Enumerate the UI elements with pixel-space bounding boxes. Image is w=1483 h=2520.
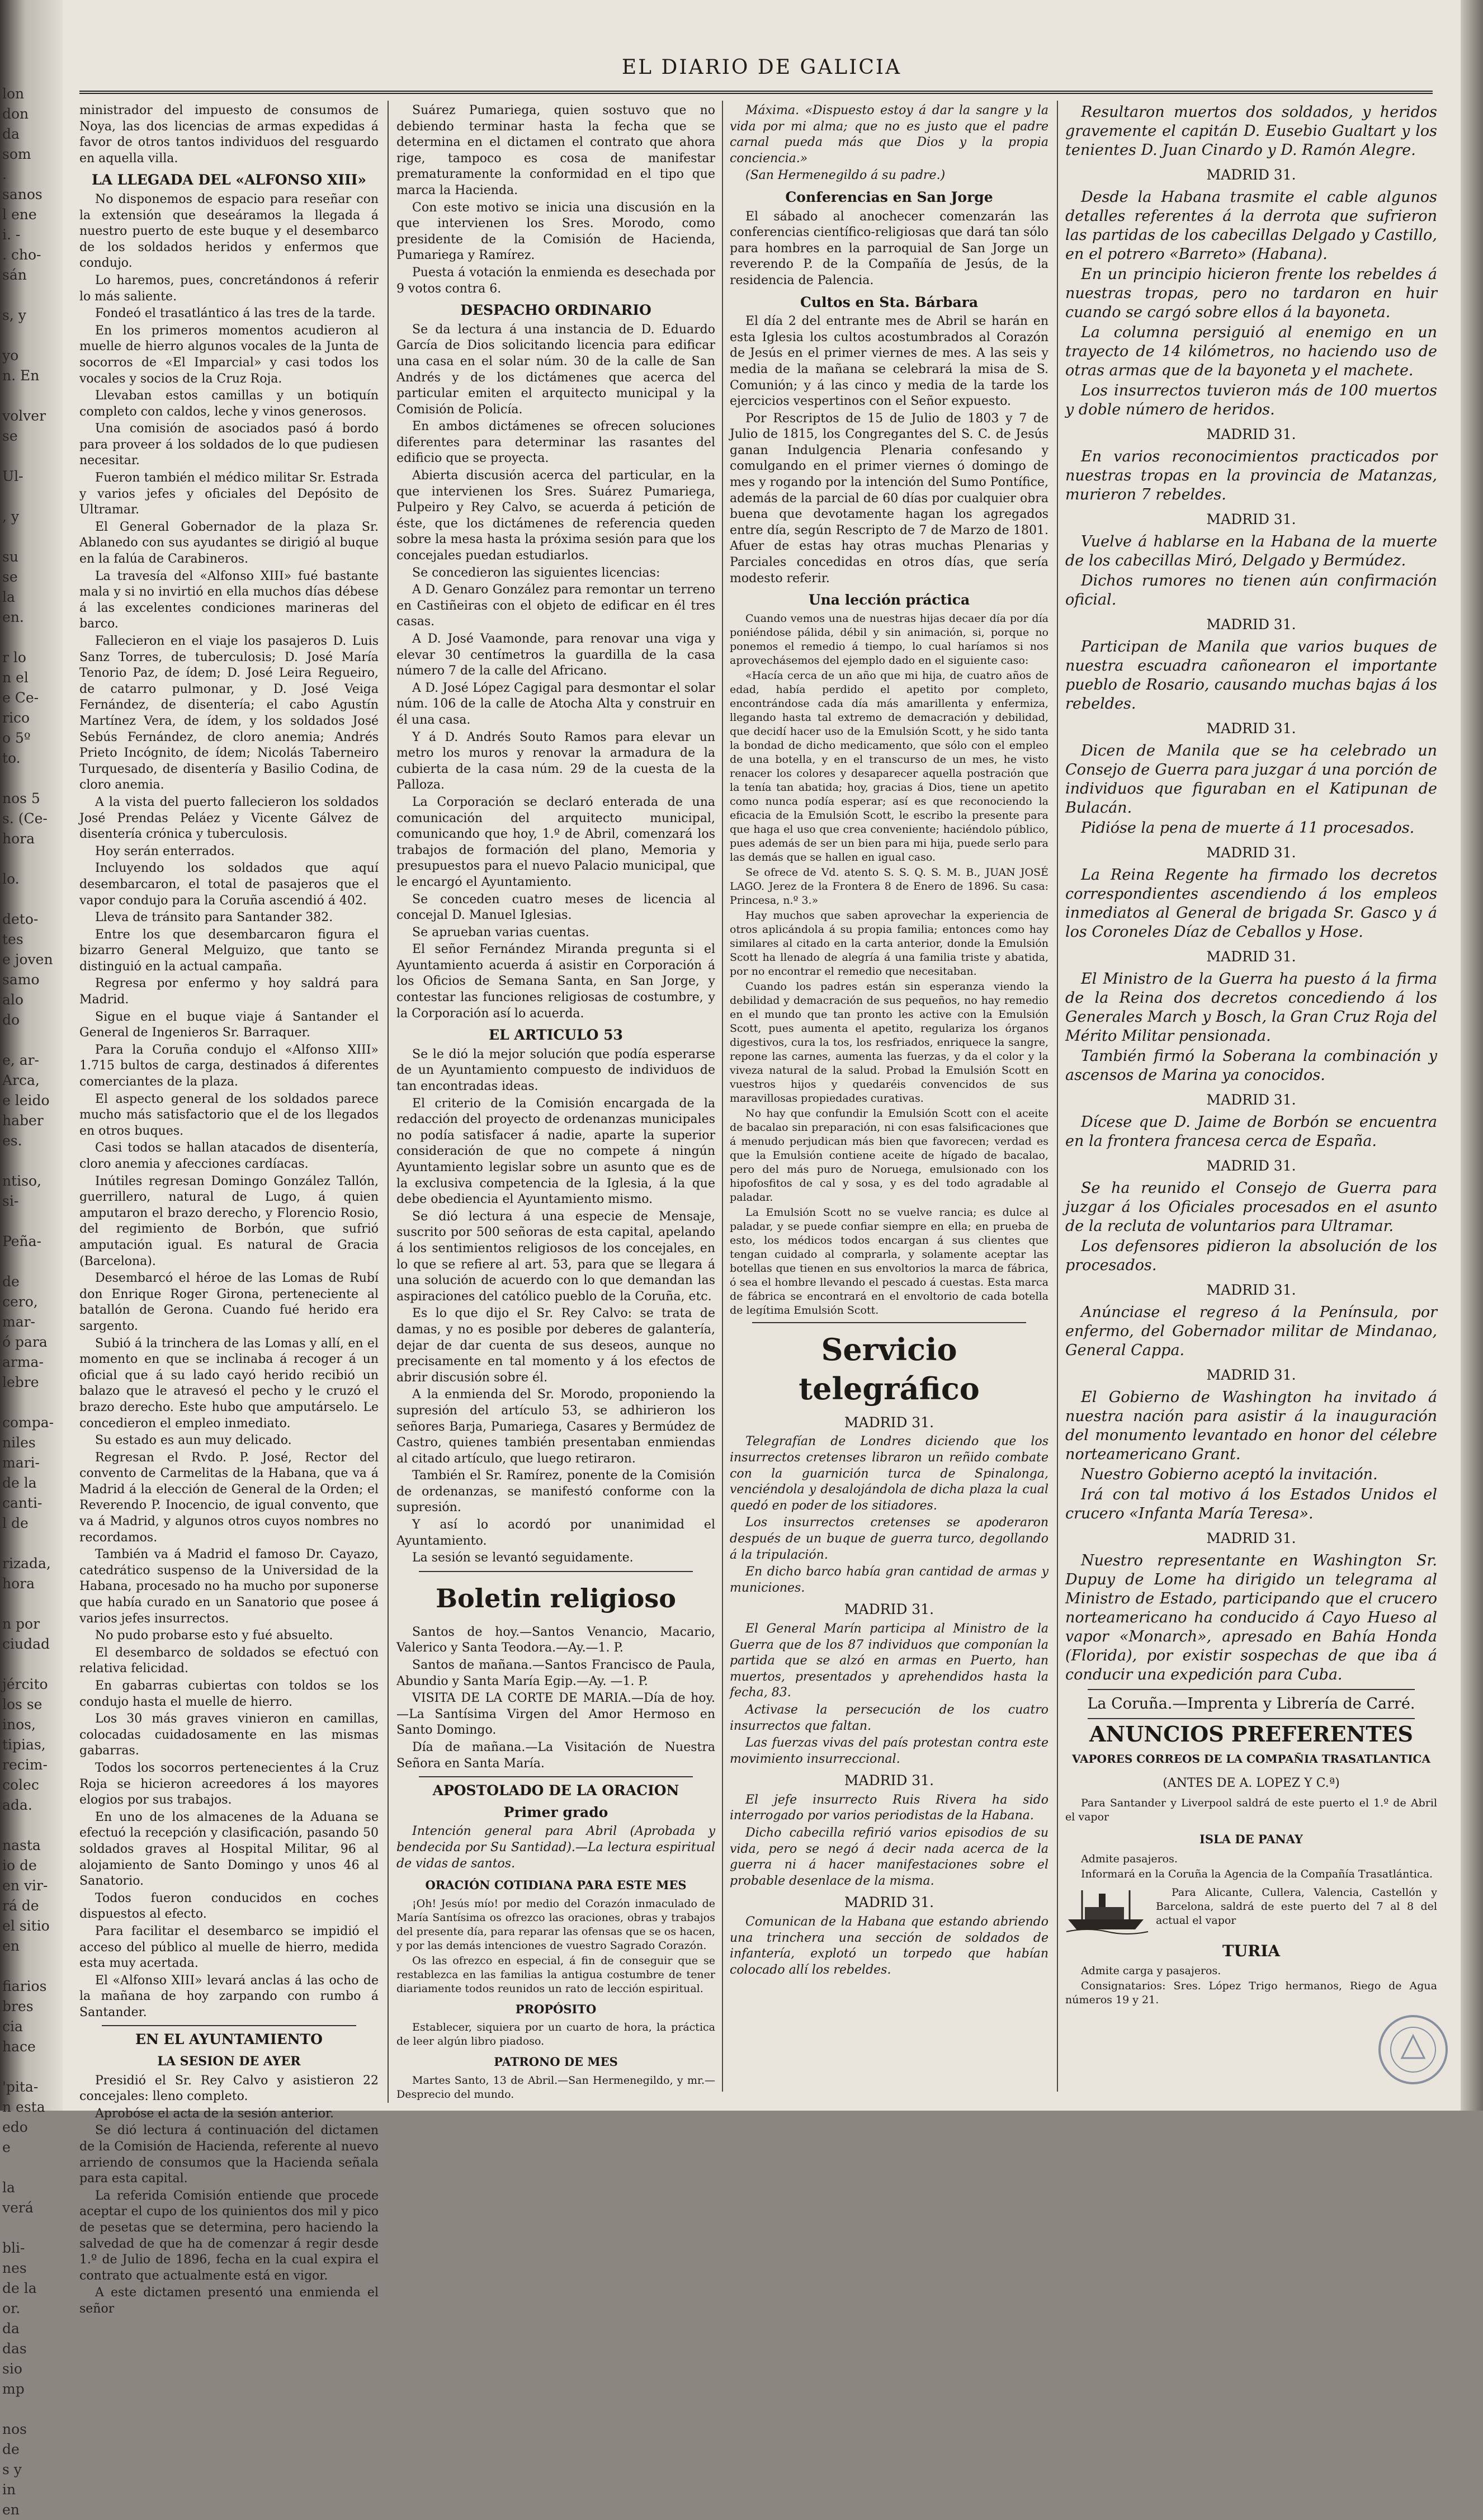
paragraph: A la vista del puerto fallecieron los soldados José Prendas Peláez y Vicente Gálvez de disentería crónica y tuberculosis. <box>79 795 379 842</box>
paragraph: Fallecieron en el viaje los pasajeros D. Luis Sanz Torres, de tuberculosis; D. José María Tenorio Paz, de ídem; D. José Leira Regueiro, de catarro pulmonar, y D. José Veiga Fernández, de disentería; el cabo Agustín Martínez Vera, de ídem, y los soldados José Sebús Fernández, de cloro anemia; Andrés Prieto Incógnito, de ídem; Nicolás Taberneiro Turquesado, de disentería y Basilio Codina, de cloro anemia. <box>79 634 379 792</box>
paragraph: Regresa por enfermo y hoy saldrá para Madrid. <box>79 976 379 1007</box>
telegram-text: Dícese que D. Jaime de Borbón se encuentra en la frontera francesa cerca de España. <box>1065 1113 1437 1150</box>
paragraph: Entre los que desembarcaron figura el bizarro General Melguizo, que tanto se distinguió en la actual campaña. <box>79 927 379 974</box>
section-heading: EL ARTICULO 53 <box>489 1027 623 1044</box>
telegram-text: La Reina Regente ha firmado los decretos correspondientes ascendiendo á los empleos inmediatos al General de brigada Sr. Gasco y á los Coroneles Díaz de Ceballos y Hose. <box>1065 866 1437 941</box>
paragraph: El criterio de la Comisión encargada de la redacción del proyecto de ordenanzas municipales no podía satisfacer á nadie, aparte la superior consideración de que no compete á ningún Ayuntamiento legislar sobre un asunto que es de la exclusiva competencia de la Iglesia, á la que debe obediencia el Ayuntamiento mismo. <box>396 1096 715 1207</box>
maxim-line: Máxima. «Dispuesto estoy á dar la sangre y la vida por mi alma; que no es justo que el padre carnal pueda más que Dios y la propia conciencia.» <box>730 103 1049 166</box>
paragraph: Con este motivo se inicia una discusión en la que intervienen los Sres. Morodo, como presidente de la Comisión de Hacienda, Pumariega y Ramírez. <box>396 200 715 263</box>
divider <box>419 1776 693 1777</box>
ads-heading: ANUNCIOS PREFERENTES <box>1089 1721 1413 1747</box>
advert-body <box>730 612 1049 1318</box>
section-heading: Servicio telegráfico <box>799 1331 980 1407</box>
subsection-heading: Primer grado <box>503 1804 608 1820</box>
binding-spine <box>0 0 63 2518</box>
dateline: MADRID 31. <box>1206 1530 1296 1546</box>
section-heading: Conferencias en San Jorge <box>785 188 993 205</box>
telegram-text: Las fuerzas vivas del país protestan contra este movimiento insurreccional. <box>730 1736 1049 1766</box>
telegram-text: El jefe insurrecto Ruis Rivera ha sido interrogado por varios periodistas de la Habana. <box>730 1792 1049 1823</box>
dateline: MADRID 31. <box>1206 844 1296 861</box>
column-separator <box>722 101 723 2092</box>
paragraph: Cuando los padres están sin esperanza viendo la debilidad y demacración de sus pequeños, no hay remedio en el mundo que tan pronto les active con la Emulsión Scott, pues aumenta el apetito, regulariza los órganos digestivos, cura la tos, los resfriados, enriquece la sangre, repone las carnes, aumenta las fuerzas, y da el color y la viveza natural de la salud. Probad la Emulsión Scott en vuestros hijos y quedaréis convencidos de sus maravillosas propiedades curativas. <box>730 980 1049 1105</box>
prayer-text: Os las ofrezco en especial, á fin de conseguir que se restablezca en las familias la antigua costumbre de tener diariamente todos reunidos un rato de lección espiritual. <box>396 1954 715 1995</box>
paragraph: En los primeros momentos acudieron al muelle de hierro algunos vocales de la Junta de socorros de «El Imparcial» y casi todos los vocales y socios de la Cruz Roja. <box>79 323 379 386</box>
paragraph: Se conceden cuatro meses de licencia al concejal D. Manuel Iglesias. <box>396 892 715 923</box>
imprint: La Coruña.—Imprenta y Librería de Carré. <box>1087 1695 1415 1712</box>
column-1 <box>79 103 379 2316</box>
paragraph: La Corporación se declaró enterada de una comunicación del arquitecto municipal, comunicando que hoy, 1.º de Abril, comenzará los trabajos de formación del plano, Memoria y presupuestos para el nuevo Palacio municipal, que le encargó el Ayuntamiento. <box>396 795 715 889</box>
telegram-text: La columna persiguió al enemigo en un trayecto de 14 kilómetros, no haciendo uso de otras armas que de la bayoneta y el machete. <box>1065 324 1437 379</box>
paragraph: El «Alfonso XIII» levará anclas á las ocho de la mañana de hoy zarpando con rumbo á Santander. <box>79 1973 379 2019</box>
telegram-body <box>730 1434 1049 1596</box>
company-name: VAPORES CORREOS DE LA COMPAÑIA TRASATLANTICA <box>1072 1752 1430 1766</box>
subsection-heading: PROPÓSITO <box>515 2002 597 2016</box>
paragraph: Se ofrece de Vd. atento S. S. Q. S. M. B., JUAN JOSÉ LAGO. Jerez de la Frontera 8 de Enero de 1896. Su casa: Princesa, n.º 3.» <box>730 866 1049 907</box>
telegram-text: Vuelve á hablarse en la Habana de la muerte de los cabecillas Miró, Delgado y Bermúdez. <box>1065 533 1437 569</box>
paragraph: Su estado es aun muy delicado. <box>95 1433 292 1448</box>
paragraph: A la enmienda del Sr. Morodo, proponiendo la supresión del artículo 53, se adhirieron los señores Barja, Pumariega, Casares y Bermúdez de Castro, quienes también presentaban enmiendas al citado artículo, que luego retiraron. <box>396 1388 715 1466</box>
ad-text: Para Alicante, Cullera, Valencia, Castellón y Barcelona, saldrá de este puerto del 7 al 8 del actual el vapor <box>1156 1886 1437 1927</box>
spine-text: lon don da som . sanos l ene i. - . cho- sán s, y yo n. En volver se Ul- , y su se la en. r lo n el e Ce- rico o 5º to. nos 5 s. (Ce- hora lo. deto- tes e joven samo alo do e, ar- Arca, e leido haber es. ntiso, si- Peña- de cero, mar- ó para arma- lebre compa- niles mari- de la canti- l de rizada, hora n por ciudad jército los se inos, tipias, recim- colec ada. nasta io de en vir- rá de el sitio en fiarios bres cia hace 'pita- n esta edo e la verá bli- nes de la or. da das sio mp nos de s y in en <box>2 86 54 2518</box>
paragraph: Lleva de tránsito para Santander 382. <box>95 910 333 925</box>
dateline: MADRID 31. <box>1206 720 1296 737</box>
paragraph: Inútiles regresan Domingo González Tallón, guerrillero, natural de Lugo, á quien amputaron el brazo derecho, y Florencio Rosio, del regimiento de Borbón, que sufrió amputación igual. Es natural de Gracia (Barcelona). <box>79 1174 379 1268</box>
paragraph: En gabarras cubiertas con toldos se los condujo hasta el muelle de hierro. <box>79 1679 379 1709</box>
company-note: (ANTES DE A. LOPEZ Y C.ª) <box>1163 1776 1340 1790</box>
section-heading: APOSTOLADO DE LA ORACION <box>432 1782 679 1799</box>
intention-text: Intención general para Abril (Aprobada y bendecida por Su Santidad).—La lectura espiritual de vidas de santos. <box>396 1824 715 1871</box>
paragraph: La travesía del «Alfonso XIII» fué bastante mala y si no invirtió en ella muchos días débese á las excelentes condiciones marineras del barco. <box>79 569 379 631</box>
ship-name: ISLA DE PANAY <box>1199 1832 1303 1846</box>
telegram-body <box>730 1621 1049 1767</box>
dateline: MADRID 31. <box>1206 1367 1296 1383</box>
divider <box>1088 1689 1415 1690</box>
paragraph: El aspecto general de los soldados parece mucho más satisfactorio que el de los llegados en otros buques. <box>79 1092 379 1138</box>
telegram-text: Los defensores pidieron la absolución de los procesados. <box>1065 1238 1437 1274</box>
saint-entry: Santos de hoy.—Santos Venancio, Macario, Valerico y Santa Teodora.—Ay.—1. P. <box>396 1625 715 1655</box>
section-heading: Una lección práctica <box>808 592 970 608</box>
article-body <box>396 1047 715 1566</box>
telegram-body <box>730 1792 1049 1890</box>
telegram-text: El Gobierno de Washington ha invitado á nuestra nación para asistir á la inauguración del monumento levantado en honor del célebre norteamericano Grant. <box>1065 1389 1437 1463</box>
paragraph: En uno de los almacenes de la Aduana se efectuó la recepción y clasificación, pasando 50 soldados graves al Hospital Militar, 96 al alojamiento de Santo Domingo y unos 46 al Sanatorio. <box>79 1810 379 1889</box>
telegram-text: Se ha reunido el Consejo de Guerra para juzgar á los Oficiales procesados en el asunto de la recluta de voluntarios para Ultramar. <box>1065 1179 1437 1235</box>
saint-entry: Día de mañana.—La Visitación de Nuestra Señora en Santa María. <box>396 1740 715 1771</box>
column-separator <box>1057 101 1058 2092</box>
telegram-text: Dicho cabecilla refirió varios episodios de su vida, pero se negó á decir nada acerca de la guerra ni á hacer manifestaciones sobre el probable desenlace de la misma. <box>730 1826 1049 1888</box>
paragraph: Hoy serán enterrados. <box>95 844 235 858</box>
paragraph: Cuando vemos una de nuestras hijas decaer día por día poniéndose pálida, débil y sin animación, si, porque no ponemos el remedio á tiempo, lo cual haríamos si nos aprovechásemos del ejemplo dado en el siguiente caso: <box>730 612 1049 667</box>
paragraph: Fondeó el trasatlántico á las tres de la tarde. <box>95 306 376 321</box>
article-body <box>79 192 379 2021</box>
dateline: MADRID 31. <box>1206 1158 1296 1174</box>
telegram-text: El General Marín participa al Ministro de la Guerra que de los 87 individuos que componían la partida que se alzó en armas en Puerto, han muertos, presentados y aprehendidos hasta la fecha, 83. <box>730 1621 1049 1700</box>
telegram-text: Irá con tal motivo á los Estados Unidos el crucero «Infanta María Teresa». <box>1065 1486 1437 1522</box>
ad-text: Admite carga y pasajeros. <box>1081 1965 1221 1977</box>
paragraph: Se le dió la mejor solución que podía esperarse de un Ayuntamiento compuesto de individuos de tan encontradas ideas. <box>396 1047 715 1094</box>
dateline: MADRID 31. <box>1206 1092 1296 1108</box>
article-text: El sábado al anochecer comenzarán las conferencias científico-religiosas que dará tan sólo para hombres en la parroquial de San Jorge un reverendo P. de la Compañía de Jesús, de la residencia de Palencia. <box>730 209 1049 287</box>
paragraph: Regresan el Rvdo. P. José, Rector del convento de Carmelitas de la Habana, que va á Madrid á la elección de General de la Orden; el Reverendo P. Inocencio, de igual convento, que va á Madrid, y algunos otros cuyos nombres no recordamos. <box>79 1450 379 1545</box>
dateline: MADRID 31. <box>1206 616 1296 633</box>
saints-list <box>396 1625 715 1772</box>
paragraph: El señor Fernández Miranda pregunta si el Ayuntamiento acuerda á asistir en Corporación á los Oficios de Semana Santa, en San Jorge, y contestar las funciones religiosas de costumbre, y la Corporación así lo acuerda. <box>396 942 715 1021</box>
maxim-text <box>730 103 1049 184</box>
paragraph: Se da lectura á una instancia de D. Eduardo García de Dios solicitando licencia para edificar una casa en el solar núm. 30 de la calle de San Andrés y de los dictámenes que acerca del particular emiten el arquitecto municipal y la Comisión de Policía. <box>396 322 715 417</box>
purpose-text: Establecer, siquiera por un cuarto de hora, la práctica de leer algún libro piadoso. <box>396 2021 715 2048</box>
maxim-line: (San Hermenegildo á su padre.) <box>745 168 946 183</box>
paragraph: Fueron también el médico militar Sr. Estrada y varios jefes y oficiales del Depósito de Ultramar. <box>79 471 379 517</box>
ad-text: Admite pasajeros. <box>1081 1853 1178 1865</box>
library-seal-icon <box>1377 2013 1449 2086</box>
section-heading: Cultos en Sta. Bárbara <box>800 294 979 310</box>
subsection-heading: LA SESION DE AYER <box>157 2054 301 2069</box>
dateline: MADRID 31. <box>1206 511 1296 527</box>
paragraph: Llevaban estos camillas y un botiquín completo con caldos, leche y vinos generosos. <box>79 389 379 419</box>
telegram-text: Desde la Habana trasmite el cable algunos detalles referentes á la derrota que sufrieron las partidas de los cabecillas Delgado y Castillo, en el potrero «Barreto» (Habana). <box>1065 188 1437 263</box>
paragraph: A D. José López Cagigal para desmontar el solar núm. 106 de la calle de Atocha Alta y construir en él una casa. <box>396 681 715 727</box>
column-separator <box>388 101 389 2103</box>
divider <box>752 1322 1026 1323</box>
paragraph: La sesión se levantó seguidamente. <box>412 1551 634 1565</box>
saint-entry: VISITA DE LA CORTE DE MARIA.—Día de hoy.—La Santísima Virgen del Amor Hermoso en Santo Domingo. <box>396 1691 715 1738</box>
article-body <box>396 322 715 1022</box>
divider <box>102 2025 356 2026</box>
telegram-text: Participan de Manila que varios buques de nuestra escuadra cañonearon el importante pueblo de Rosario, causando muchas bajas á los rebeldes. <box>1065 638 1437 712</box>
divider <box>419 1571 693 1572</box>
paragraph: No pudo probarse esto y fué absuelto. <box>95 1629 333 1643</box>
telegram-text: Los insurrectos cretenses se apoderaron después de un buque de guerra turco, degollando á la tripulación. <box>730 1516 1049 1562</box>
column-3 <box>730 103 1049 1977</box>
paragraph: Abierta discusión acerca del particular, en la que intervienen los Sres. Suárez Pumariega, Pulpeiro y Rey Calvo, se acuerda á petición de éste, que los dictámenes de referencia queden sobre la mesa hasta la próxima sesión para que los concejales puedan estudiarlos. <box>396 469 715 563</box>
patron-text: Martes Santo, 13 de Abril.—San Hermenegildo, y mr.—Desprecio del mundo. <box>396 2074 715 2101</box>
subsection-heading: ORACIÓN COTIDIANA PARA ESTE MES <box>425 1878 687 1893</box>
paragraph: Y á D. Andrés Souto Ramos para elevar un metro los muros y renovar la armadura de la cubierta de la casa núm. 29 de la cuesta de la Palloza. <box>396 730 715 792</box>
article-body <box>79 2073 379 2318</box>
paragraph: A este dictamen presentó una enmienda el señor <box>79 2286 379 2316</box>
ad-text: Para Santander y Liverpool saldrá de este puerto el 1.º de Abril el vapor <box>1065 1797 1437 1823</box>
paragraph: Para facilitar el desembarco se impidió el acceso del público al muelle de hierro, medida esta muy acertada. <box>79 1924 379 1971</box>
paragraph: Hay muchos que saben aprovechar la experiencia de otros aplicándola á su propia familia; entonces como hay similares al citado en la carta anterior, donde la Emulsión Scott ha llenado de alegría á una familia triste y abatida, por no encontrar el remedio que necesitaban. <box>730 909 1049 978</box>
paragraph: Se dió lectura á continuación del dictamen de la Comisión de Hacienda, referente al nuevo arriendo de consumos que la Hacienda señala para esta capital. <box>79 2123 379 2186</box>
paragraph: Los 30 más graves vinieron en camillas, colocadas cuidadosamente en las mismas gabarras. <box>79 1712 379 1758</box>
paragraph: El día 2 del entrante mes de Abril se harán en esta Iglesia los cultos acostumbrados al Corazón de Jesús en el primer viernes de mes. A las seis y media de la mañana se celebrará la misa de S. Comunión; y á las cinco y media de la tarde los ejercicios vespertinos con el Señor expuesto. <box>730 314 1049 409</box>
article-body <box>730 314 1049 587</box>
dateline: MADRID 31. <box>1206 167 1296 183</box>
paragraph: Subió á la trinchera de las Lomas y allí, en el momento en que se inclinaba á recoger á un oficial que á su lado cayó herido recibió un balazo que le atravesó el pecho y le cruzó el brazo derecho. Este hubo que amputárselo. Le concedieron el empleo inmediato. <box>79 1336 379 1431</box>
telegram-text: En un principio hicieron frente los rebeldes á nuestras tropas, pero no tardaron en huir cuando se cargó sobre ellos á la bayoneta. <box>1065 266 1437 321</box>
divider <box>1088 1718 1415 1719</box>
telegram-text: Dichos rumores no tienen aún confirmación oficial. <box>1065 572 1437 608</box>
paragraph: Incluyendo los soldados que aquí desembarcaron, el total de pasajeros que el vapor condujo para la Coruña ascendió á 402. <box>79 861 379 908</box>
section-heading: EN EL AYUNTAMIENTO <box>135 2031 323 2048</box>
paragraph: Casi todos se hallan atacados de disentería, cloro anemia y afecciones cardíacas. <box>79 1141 379 1171</box>
masthead: EL DIARIO DE GALICIA <box>621 56 902 79</box>
masthead-rule <box>79 91 1433 94</box>
dateline: MADRID 31. <box>844 1894 934 1911</box>
telegram-text: Anúnciase el regreso á la Península, por enfermo, del Gobernador militar de Mindanao, General Cappa. <box>1065 1304 1437 1359</box>
column-2 <box>396 103 715 2101</box>
paragraph: Por Rescriptos de 15 de Julio de 1803 y 7 de Julio de 1815, los Congregantes del S. C. de Jesús ganan Indulgencia Plenaria confesando y comulgando en el primer viernes ó domingo de mes y rogando por la intención del Sumo Pontífice, además de la parcial de 60 días por cualquier obra buena que devotamente hagan los agregados entre día, según Rescripto de 7 de Marzo de 1801. Afuer de estas hay otras muchas Plenarias y Parciales concedidas en otros días, que sería modesto referir. <box>730 411 1049 586</box>
telegram-text: Dicen de Manila que se ha celebrado un Consejo de Guerra para juzgar á una porción de individuos que figuraban en el Katipunan de Bulacán. <box>1065 742 1437 817</box>
paragraph: No hay que confundir la Emulsión Scott con el aceite de bacalao sin preparación, ni con esas falsificaciones que á menudo perjudican más bien que favorecen; verdad es que la Emulsión contiene aceite de hígado de bacalao, pero del más puro de Noruega, emulsionado con los hipofosfitos de cal y sosa, y es del todo agradable al paladar. <box>730 1107 1049 1204</box>
paragraph: No disponemos de espacio para reseñar con la extensión que deseáramos la llegada á nuestro puerto de este buque y el desembarco de los soldados heridos y enfermos que condujo. <box>79 192 379 271</box>
paragraph: A D. José Vaamonde, para renovar una viga y elevar 30 centímetros la guardilla de la casa número 7 de la calle del Africano. <box>396 632 715 678</box>
paragraph: Suárez Pumariega, quien sostuvo que no debiendo terminar hasta la fecha que se determina en el dictamen el contrato que ahora rige, tampoco es cosa de manifestar prematuramente la conformidad en el tipo que marca la Hacienda. <box>396 103 715 197</box>
dateline: MADRID 31. <box>844 1414 934 1431</box>
telegram-text: Comunican de la Habana que estando abriendo una trinchera una sección de soldados de infantería, explotó un torpedo que habían colocado allí los rebeldes. <box>730 1915 1049 1977</box>
dateline: MADRID 31. <box>844 1601 934 1618</box>
telegram-text: Telegrafían de Londres diciendo que los insurrectos cretenses libraron un reñido combate con la guarnición turca de Spinalonga, venciéndola y desalojándola de dicha plaza la cual quedó en poder de los sitiadores. <box>730 1434 1049 1513</box>
prayer-text: ¡Oh! Jesús mío! por medio del Corazón inmaculado de María Santísima os ofrezco las oraciones, obras y trabajos del presente día, para reparar las ofensas que se os hacen, y por las demás intenciones de vuestro Sagrado Corazón. <box>396 1897 715 1952</box>
paragraph: Presidió el Sr. Rey Calvo y asistieron 22 concejales: lleno completo. <box>79 2073 379 2104</box>
paragraph: Puesta á votación la enmienda es desechada por 9 votos contra 6. <box>396 265 715 296</box>
page-edge <box>1461 0 1483 2111</box>
telegram-text: En dicho barco había gran cantidad de armas y municiones. <box>730 1565 1049 1595</box>
paragraph: La referida Comisión entiende que procede aceptar el cupo de los quinientos dos mil y pico de pesetas que se determina, pero haciendo la salvedad de que ha de comenzar á regir desde 1.º de Julio de 1896, fecha en la cual expira el contrato que actualmente está en vigor. <box>79 2188 379 2283</box>
dateline: MADRID 31. <box>1206 948 1296 965</box>
paragraph: Se dió lectura á una especie de Mensaje, suscrito por 500 señoras de esta capital, apelando á los sentimientos religiosos de los concejales, en lo que se refiere al art. 53, para que se llegara á una solución de acuerdo con lo que demandan las aspiraciones del católico pueblo de la Coruña, etc. <box>396 1209 715 1304</box>
paragraph: Se concedieron las siguientes licencias: <box>412 565 660 580</box>
telegram-text: Activase la persecución de los cuatro insurrectos que faltan. <box>730 1702 1049 1733</box>
paragraph: También va á Madrid el famoso Dr. Cayazo, catedrático suspenso de la Universidad de la Habana, procesado no ha mucho por suponerse que había curado en un Sanatorio que posee á varios jefes insurrectos. <box>79 1547 379 1626</box>
telegram-text: En varios reconocimientos practicados por nuestras tropas en la provincia de Matanzas, murieron 7 rebeldes. <box>1065 448 1437 503</box>
column-4 <box>1065 103 1437 2038</box>
paragraph: Es lo que dijo el Sr. Rey Calvo: se trata de damas, y no es posible por deberes de galantería, dejar de dar cuenta de sus deseos, aunque no precisamente en tal momento y á los efectos de abrir discusión sobre él. <box>396 1306 715 1385</box>
paragraph: También el Sr. Ramírez, ponente de la Comisión de ordenanzas, se manifestó conforme con la supresión. <box>396 1469 715 1515</box>
paragraph: «Hacía cerca de un año que mi hija, de cuatro años de edad, había perdido el apetito por completo, encontrándose cada día más amarillenta y enfermiza, llegando hasta tal extremo de demacración y debilidad, que decidí hacer uso de la Emulsión Scott, y he sido tanta la bondad de dicho medicamento, que sólo con el empleo de una botella, y en el transcurso de un mes, he visto renacer los colores y desaparecer aquella postración que la tenía tan abatida; hoy, gracias á Dios, tiene un apetito como nunca podía esperar; así es que reconociendo la eficacia de la Emulsión Scott, le escribo la presente para que haga el uso que crea conveniente; haciéndolo público, pues además de ser un bien para mi hija, puede serlo para las demás que se hallen en igual caso. <box>730 669 1049 863</box>
newspaper-page <box>63 0 1461 2316</box>
section-heading: LA LLEGADA DEL «ALFONSO XIII» <box>91 172 367 188</box>
steamship-icon <box>1065 1886 1149 1936</box>
paragraph: Para la Coruña condujo el «Alfonso XIII» 1.715 bultos de carga, destinados á diferentes comerciantes de la plaza. <box>79 1042 379 1089</box>
paragraph: Lo haremos, pues, concretándonos á referir lo más saliente. <box>79 273 379 304</box>
telegram-text: Resultaron muertos dos soldados, y heridos gravemente el capitán D. Eusebio Gualtart y los tenientes D. Juan Cinardo y D. Ramón Alegre. <box>1065 103 1437 159</box>
article-text: ministrador del impuesto de consumos de Noya, las dos licencias de armas expedidas á favor de otros tantos individuos del resguardo en aquella villa. <box>79 103 379 166</box>
section-heading: DESPACHO ORDINARIO <box>460 302 651 319</box>
article-body <box>396 103 715 297</box>
dateline: MADRID 31. <box>1206 1282 1296 1298</box>
telegram-text: El Ministro de la Guerra ha puesto á la firma de la Reina dos decretos concediendo á los Generales March y Bosch, la Gran Cruz Roja del Mérito Militar pensionada. <box>1065 970 1437 1045</box>
ad-text: Informará en la Coruña la Agencia de la Compañía Trasatlántica. <box>1081 1868 1433 1880</box>
paragraph: Una comisión de asociados pasó á bordo para proveer á los soldados de lo que pudiesen necesitar. <box>79 422 379 468</box>
paragraph: El desembarco de soldados se efectuó con relativa felicidad. <box>79 1645 379 1676</box>
telegram-text: También firmó la Soberana la combinación y ascensos de Marina ya conocidos. <box>1065 1047 1437 1084</box>
paragraph: El General Gobernador de la plaza Sr. Ablanedo con sus ayudantes se dirigió al buque en la falúa de Carabineros. <box>79 520 379 567</box>
subsection-heading: PATRONO DE MES <box>494 2055 618 2069</box>
paragraph: Sigue en el buque viaje á Santander el General de Ingenieros Sr. Barraquer. <box>79 1009 379 1040</box>
telegram-text: Nuestro representante en Washington Sr. Dupuy de Lome ha dirigido un telegrama al Ministro de Estado, participando que el crucero norteamericano ha conducido á Cayo Hueso al vapor «Monarch», apresado en Bahía Honda (Florida), por existir sospechas de que iba á conducir una expedición para Cuba. <box>1065 1552 1437 1683</box>
telegram-text: Los insurrectos tuvieron más de 100 muertos y doble número de heridos. <box>1065 382 1437 418</box>
paragraph: Se aprueban varias cuentas. <box>412 925 589 940</box>
paragraph: En ambos dictámenes se ofrecen soluciones diferentes para determinar las rasantes del edificio que se proyecta. <box>396 419 715 466</box>
dateline: MADRID 31. <box>844 1772 934 1789</box>
paragraph: La Emulsión Scott no se vuelve rancia; es dulce al paladar, y se puede confiar siempre en ella; en prueba de esto, los médicos todos encargan á sus clientes que tengan cuidado al comprarla, y solamente aceptar las botellas que tienen en sus envoltorios la marca de fábrica, ó sea el hombre llevando el pescado á cuestas. Esta marca de fábrica se encontrará en el envoltorio de cada botella de legítima Emulsión Scott. <box>730 1206 1049 1316</box>
paragraph: Todos fueron conducidos en coches dispuestos al efecto. <box>79 1891 379 1922</box>
dateline: MADRID 31. <box>1206 426 1296 442</box>
paragraph: Aprobóse el acta de la sesión anterior. <box>95 2106 334 2121</box>
paragraph: Todos los socorros pertenecientes á la Cruz Roja se hicieron acreedores á los mayores elogios por sus trabajos. <box>79 1761 379 1808</box>
section-heading: Boletin religioso <box>436 1583 676 1613</box>
telegram-text: Nuestro Gobierno aceptó la invitación. <box>1081 1466 1378 1483</box>
paragraph: Desembarcó el héroe de las Lomas de Rubí don Enrique Roger Girona, perteneciente al batallón de Gerona. Cuando fué herido era sargento. <box>79 1271 379 1333</box>
saint-entry: Santos de mañana.—Santos Francisco de Paula, Abundio y Santa María Egip.—Ay. —1. P. <box>396 1658 715 1688</box>
ship-name: TURIA <box>1222 1942 1281 1960</box>
telegram-text: Pidióse la pena de muerte á 11 procesados. <box>1081 819 1415 837</box>
paragraph: A D. Genaro González para remontar un terreno en Castiñeiras con el objeto de edificar en él tres casas. <box>396 583 715 629</box>
paragraph: Y así lo acordó por unanimidad el Ayuntamiento. <box>396 1518 715 1548</box>
ad-text: Consignatarios: Sres. López Trigo hermanos, Riego de Agua números 19 y 21. <box>1065 1980 1437 2006</box>
